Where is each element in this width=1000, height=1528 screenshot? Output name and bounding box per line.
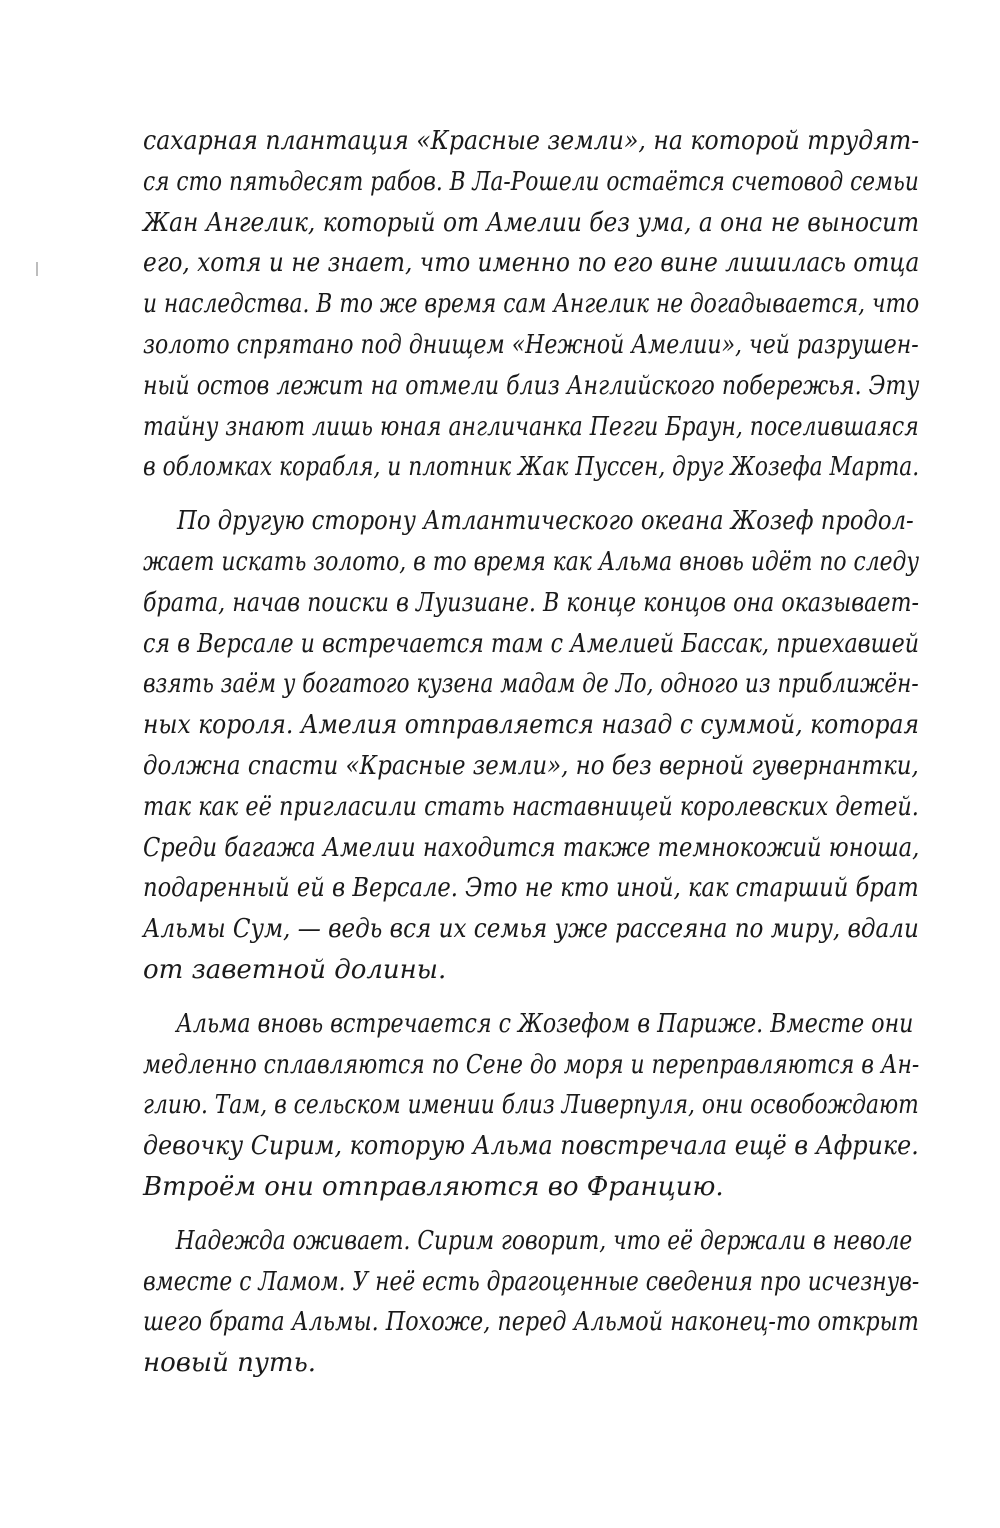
- paragraph-4: [143, 1221, 919, 1384]
- paragraph-gap: [143, 488, 919, 501]
- paragraph-1: [143, 121, 919, 488]
- text-line: сахарная плантация «Красные земли», на которой трудят-: [143, 126, 920, 156]
- scan-mark: [36, 262, 38, 276]
- text-line: новый путь.: [143, 1348, 316, 1379]
- paragraph-2: [143, 501, 919, 991]
- text-line: Надежда оживает. Сирим говорит, что её держали в неволе: [175, 1225, 913, 1256]
- text-line: тайну знают лишь юная англичанка Пегги Браун, поселившаяся: [143, 411, 919, 442]
- text-line: в обломках корабля, и плотник Жак Пуссен, друг Жозефа Марта.: [143, 452, 920, 483]
- paragraph-3: [143, 1004, 919, 1208]
- text-line: шего брата Альмы. Похоже, перед Альмой наконец-то открыт: [143, 1307, 919, 1338]
- text-line: ся в Версале и встречается там с Амелией Бассак, приехавшей: [143, 628, 919, 659]
- text-line: подаренный ей в Версале. Это не кто иной, как старший брат: [143, 873, 919, 904]
- text-line: жает искать золото, в то время как Альма вновь идёт по следу: [143, 546, 920, 577]
- paragraph-gap: [143, 991, 919, 1004]
- text-line: должна спасти «Красные земли», но без верной гувернантки,: [143, 750, 919, 781]
- text-line: его, хотя и не знает, что именно по его вине лишилась отца: [143, 248, 920, 279]
- text-line: и наследства. В то же время сам Ангелик не догадывается, что: [143, 289, 920, 320]
- body-text: [143, 121, 919, 1384]
- text-line: глию. Там, в сельском имении близ Ливерпуля, они освобождают: [143, 1090, 919, 1121]
- text-line: вместе с Ламом. У неё есть драгоценные сведения про исчезнув-: [143, 1266, 920, 1297]
- text-line: ный остов лежит на отмели близ Английского побережья. Эту: [143, 370, 920, 401]
- text-line: ных короля. Амелия отправляется назад с суммой, которая: [143, 710, 920, 741]
- text-line: По другую сторону Атлантического океана Жозеф продол-: [177, 506, 914, 537]
- paragraph-gap: [143, 1208, 919, 1221]
- text-line: Альмы Сум, — ведь вся их семья уже рассеяна по миру, вдали: [143, 914, 919, 945]
- text-line: ся сто пятьдесят рабов. В Ла-Рошели остаётся счетовод семьи: [143, 166, 919, 197]
- text-line: взять заём у богатого кузена мадам де Ло, одного из приближён-: [143, 669, 919, 700]
- text-line: золото спрятано под днищем «Нежной Амелии», чей разрушен-: [143, 329, 919, 360]
- text-line: медленно сплавляются по Сене до моря и переправляются в Ан-: [143, 1049, 920, 1080]
- text-line: Альма вновь встречается с Жозефом в Париже. Вместе они: [176, 1008, 914, 1039]
- text-line: Втроём они отправляются во Францию.: [143, 1171, 724, 1202]
- text-line: так как её пригласили стать наставницей королевских детей.: [143, 791, 919, 822]
- text-line: Жан Ангелик, который от Амелии без ума, а она не выносит: [143, 207, 920, 238]
- text-line: девочку Сирим, которую Альма повстречала ещё в Африке.: [143, 1131, 919, 1162]
- text-line: брата, начав поиски в Луизиане. В конце концов она оказывает-: [143, 587, 920, 618]
- text-line: от заветной долины.: [143, 954, 447, 985]
- text-line: Среди багажа Амелии находится также темнокожий юноша,: [143, 832, 920, 863]
